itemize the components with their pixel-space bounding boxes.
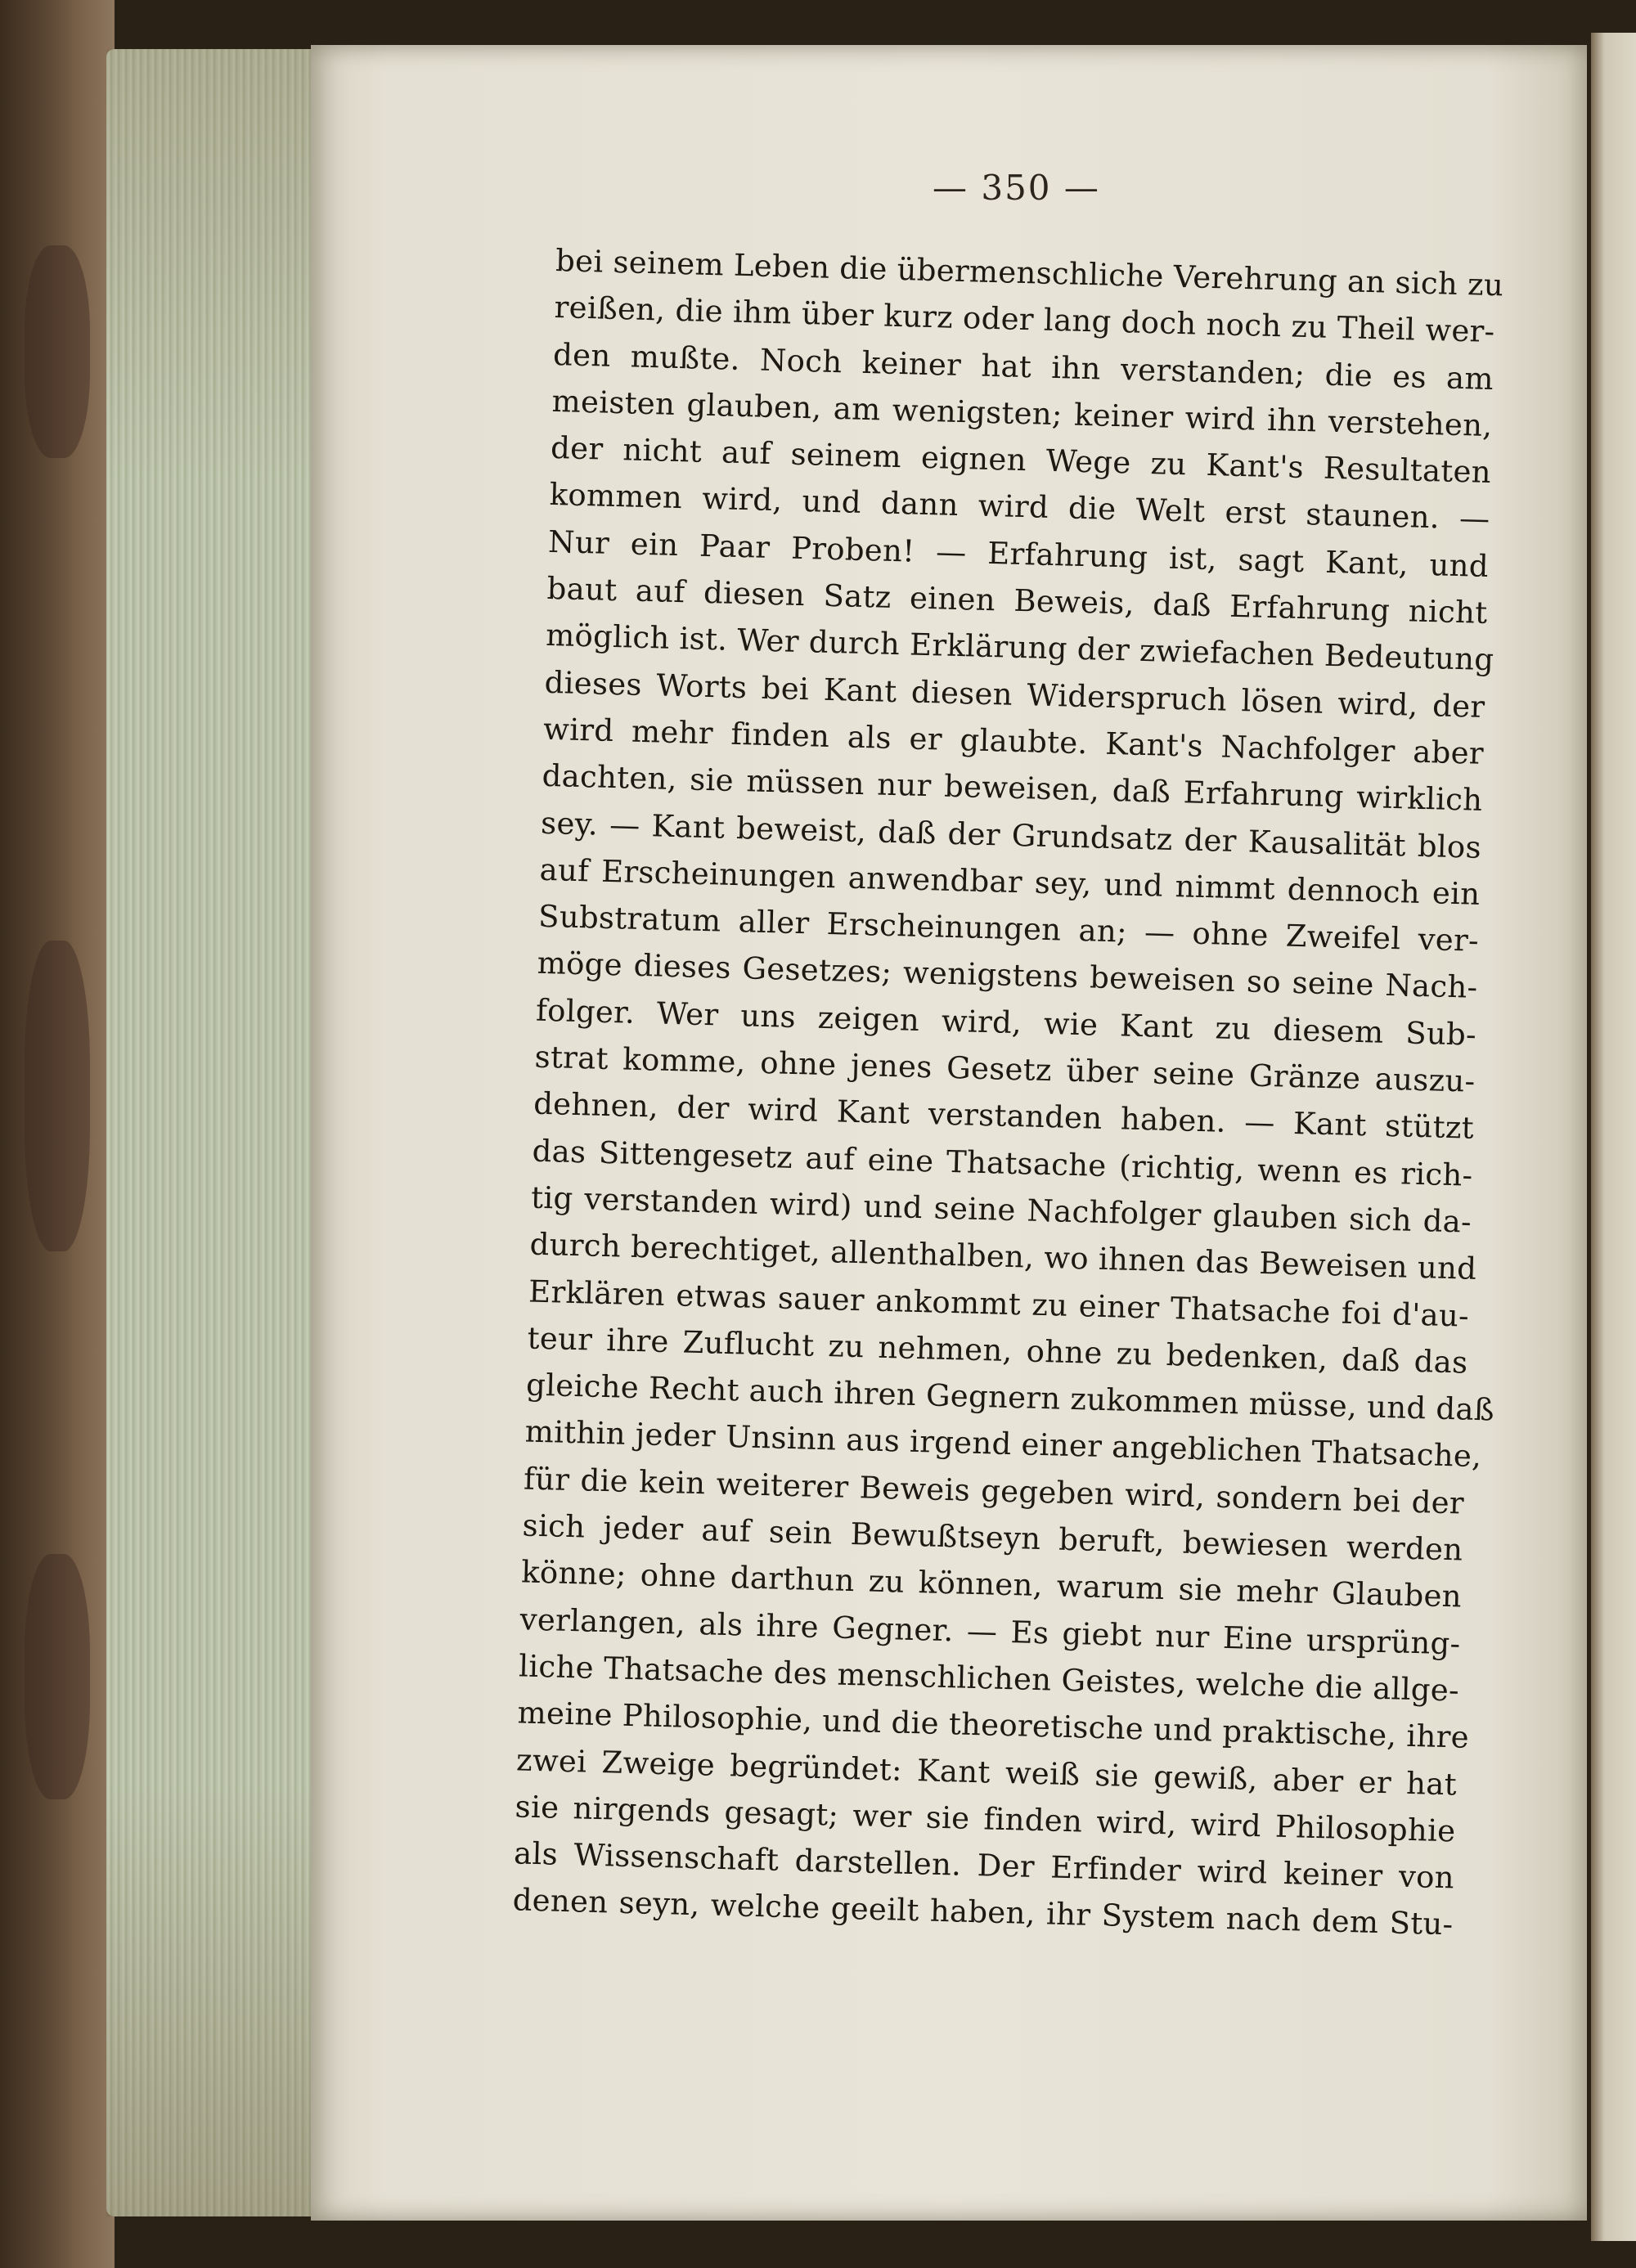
text-line: reißen, die ihm über kurz oder lang doch noch zu Theil wer-	[554, 290, 1495, 350]
text-line: wird mehr finden als er glaubte. Kant's Nachfolger aber	[542, 711, 1485, 771]
text-line: dehnen, der wird Kant verstanden haben. — Kant stützt	[533, 1085, 1475, 1147]
page-stack-edge	[106, 49, 319, 2216]
text-line: der nicht auf seinem eignen Wege zu Kant's Resultaten	[550, 430, 1492, 491]
text-line: den mußte. Noch keiner hat ihn verstanden; die es am	[552, 336, 1494, 397]
page-number: — 350 —	[933, 168, 1100, 208]
book-cover	[0, 0, 115, 2268]
body-text	[512, 237, 1504, 1948]
text-line: meine Philosophie, und die theoretische und praktische, ihre	[517, 1695, 1470, 1756]
text-line: gleiche Recht auch ihren Gegnern zukommen müsse, und daß	[525, 1367, 1495, 1428]
text-line: sich jeder auf sein Bewußtseyn beruft, bewiesen werden	[522, 1507, 1463, 1568]
text-line: Erklären etwas sauer ankommt zu einer Thatsache foi d'au-	[528, 1273, 1470, 1334]
text-line: Substratum aller Erscheinungen an; — ohne Zweifel ver-	[537, 898, 1480, 959]
text-line: folger. Wer uns zeigen wird, wie Kant zu diesem Sub-	[535, 992, 1477, 1053]
text-line: dieses Worts bei Kant diesen Widerspruch lösen wird, der	[544, 664, 1485, 725]
text-line: liche Thatsache des menschlichen Geistes, welche die allge-	[518, 1648, 1460, 1709]
text-line: strat komme, ohne jenes Gesetz über seine Gränze auszu-	[534, 1039, 1476, 1099]
facing-page-edge	[1591, 33, 1636, 2241]
text-line: dachten, sie müssen nur beweisen, daß Erfahrung wirklich	[542, 758, 1483, 819]
cover-stain	[25, 1554, 90, 1799]
text-line: kommen wird, und dann wird die Welt erst staunen. —	[549, 477, 1490, 537]
text-line: möglich ist. Wer durch Erklärung der zwiefachen Bedeutung	[545, 618, 1494, 678]
text-line: meisten glauben, am wenigsten; keiner wird ihn verstehen,	[551, 383, 1493, 443]
text-line: sie nirgends gesagt; wer sie finden wird, wird Philosophie	[515, 1789, 1456, 1849]
text-line: Nur ein Paar Proben! — Erfahrung ist, sagt Kant, und	[547, 523, 1490, 584]
text-line: tig verstanden wird) und seine Nachfolger glauben sich da-	[530, 1179, 1472, 1240]
text-line: zwei Zweige begründet: Kant weiß sie gewiß, aber er hat	[515, 1741, 1458, 1802]
text-line: für die kein weiterer Beweis gegeben wird, sondern bei der	[523, 1461, 1465, 1521]
text-line: könne; ohne darthun zu können, warum sie mehr Glauben	[520, 1554, 1463, 1615]
text-line: verlangen, als ihre Gegner. — Es giebt nur Eine ursprüng-	[519, 1601, 1461, 1662]
text-line: möge dieses Gesetzes; wenigstens beweisen so seine Nach-	[537, 945, 1478, 1006]
text-line: bei seinem Leben die übermenschliche Verehrung an sich zu	[555, 242, 1504, 303]
text-line: teur ihre Zuflucht zu nehmen, ohne zu bedenken, daß das	[527, 1320, 1468, 1381]
text-line: mithin jeder Unsinn aus irgend einer angeblichen Thatsache,	[524, 1413, 1482, 1475]
text-line: baut auf diesen Satz einen Beweis, daß Erfahrung nicht	[546, 570, 1488, 631]
text-line: durch berechtiget, allenthalben, wo ihnen das Beweisen und	[529, 1226, 1477, 1287]
text-line: als Wissenschaft darstellen. Der Erfinder wird keiner von	[513, 1835, 1455, 1896]
text-line: sey. — Kant beweist, daß der Grundsatz der Kausalität blos	[540, 805, 1482, 865]
text-line: denen seyn, welche geeilt haben, ihr System nach dem Stu-	[512, 1882, 1454, 1942]
text-line: auf Erscheinungen anwendbar sey, und nimmt dennoch ein	[539, 851, 1481, 912]
text-line: das Sittengesetz auf eine Thatsache (richtig, wenn es rich-	[532, 1133, 1473, 1193]
cover-stain	[25, 245, 90, 458]
cover-stain	[25, 941, 90, 1251]
